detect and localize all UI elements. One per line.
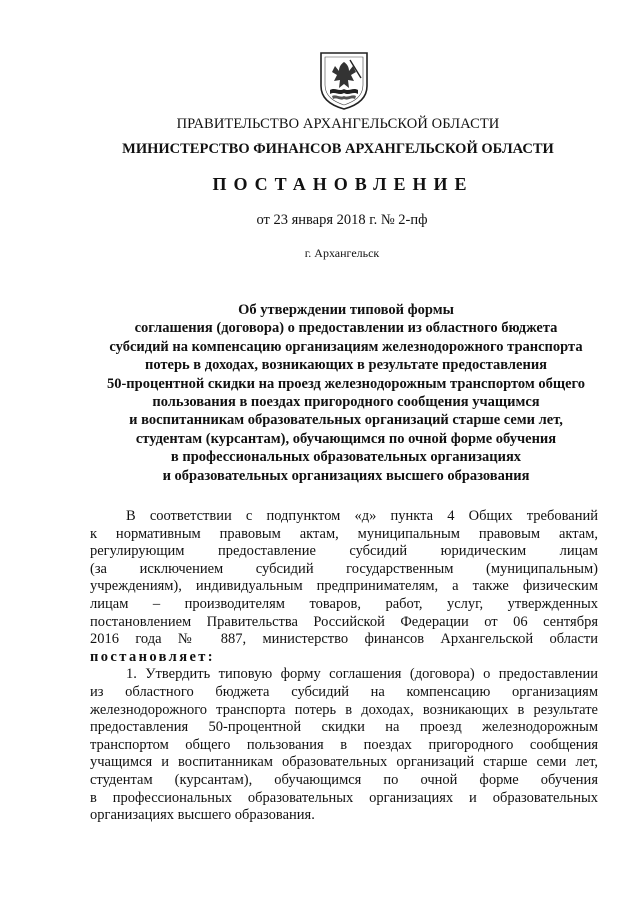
ministry-heading: МИНИСТЕРСТВО ФИНАНСОВ АРХАНГЕЛЬСКОЙ ОБЛАСТИ	[122, 141, 554, 157]
body-line: 2016 года № 887, министерство финансов Архангельской области	[90, 631, 598, 648]
resolves-word: постановляет:	[90, 648, 216, 665]
body-line: регулирующим предоставление субсидий юридическим лицам	[90, 543, 598, 560]
document-title	[86, 301, 606, 485]
body-line: железнодорожного транспорта потерь в доходах, возникающих в результате	[90, 701, 598, 718]
title-line: 50-процентной скидки на проезд железнодорожным транспортом общего	[106, 375, 586, 392]
body-line: В соответствии с подпунктом «д» пункта 4 Общих требований	[126, 508, 598, 524]
coat-of-arms-icon	[317, 50, 371, 110]
title-line: и образовательных организациях высшего образования	[162, 467, 530, 484]
body-line: студентам (курсантам), обучающимся по очной форме обучения	[90, 771, 598, 788]
document-type: ПОСТАНОВЛЕНИЕ	[212, 174, 474, 194]
title-line: Об утверждении типовой формы	[238, 302, 454, 318]
body-line: лицам – производителям товаров, работ, услуг, утвержденных	[90, 595, 598, 612]
body-line: к нормативным правовым актам, муниципальным правовым актам,	[90, 525, 598, 542]
body-line: (за исключением субсидий государственным (муниципальным)	[90, 560, 598, 577]
body-line: из областного бюджета субсидий на компенсацию организациям	[90, 683, 598, 700]
title-line: в профессиональных образовательных организациях	[170, 449, 522, 466]
body-line: в профессиональных образовательных организациях и образовательных	[90, 789, 598, 806]
body-line: 1. Утвердить типовую форму соглашения (договора) о предоставлении	[126, 666, 598, 683]
title-line: соглашения (договора) о предоставлении из областного бюджета	[134, 320, 558, 337]
title-line: студентам (курсантам), обучающимся по очной форме обучения	[135, 430, 557, 447]
body-line: предоставления 50-процентной скидки на проезд железнодорожным	[90, 719, 598, 736]
body-line: организациях высшего образования.	[90, 807, 315, 824]
title-line: потерь в доходах, возникающих в результате предоставления	[144, 357, 548, 374]
government-heading: ПРАВИТЕЛЬСТВО АРХАНГЕЛЬСКОЙ ОБЛАСТИ	[176, 116, 500, 132]
city-label: г. Архангельск	[304, 246, 380, 260]
title-line: пользования в поездах пригородного сообщения учащимся	[152, 394, 540, 411]
body-line: учащимся и воспитанникам образовательных организаций старше семи лет,	[90, 754, 598, 771]
title-line: и воспитанникам образовательных организаций старше семи лет,	[129, 412, 563, 429]
body-line: учреждениям), индивидуальным предпринимателям, а также физическим	[90, 578, 598, 595]
document-body	[90, 508, 598, 825]
title-line: субсидий на компенсацию организациям железнодорожного транспорта	[109, 338, 583, 355]
date-number: от 23 января 2018 г. № 2-пф	[256, 212, 428, 228]
body-line: постановлением Правительства Российской Федерации от 06 сентября	[90, 613, 598, 630]
body-line: транспортом общего пользования в поездах пригородного сообщения	[90, 736, 598, 753]
